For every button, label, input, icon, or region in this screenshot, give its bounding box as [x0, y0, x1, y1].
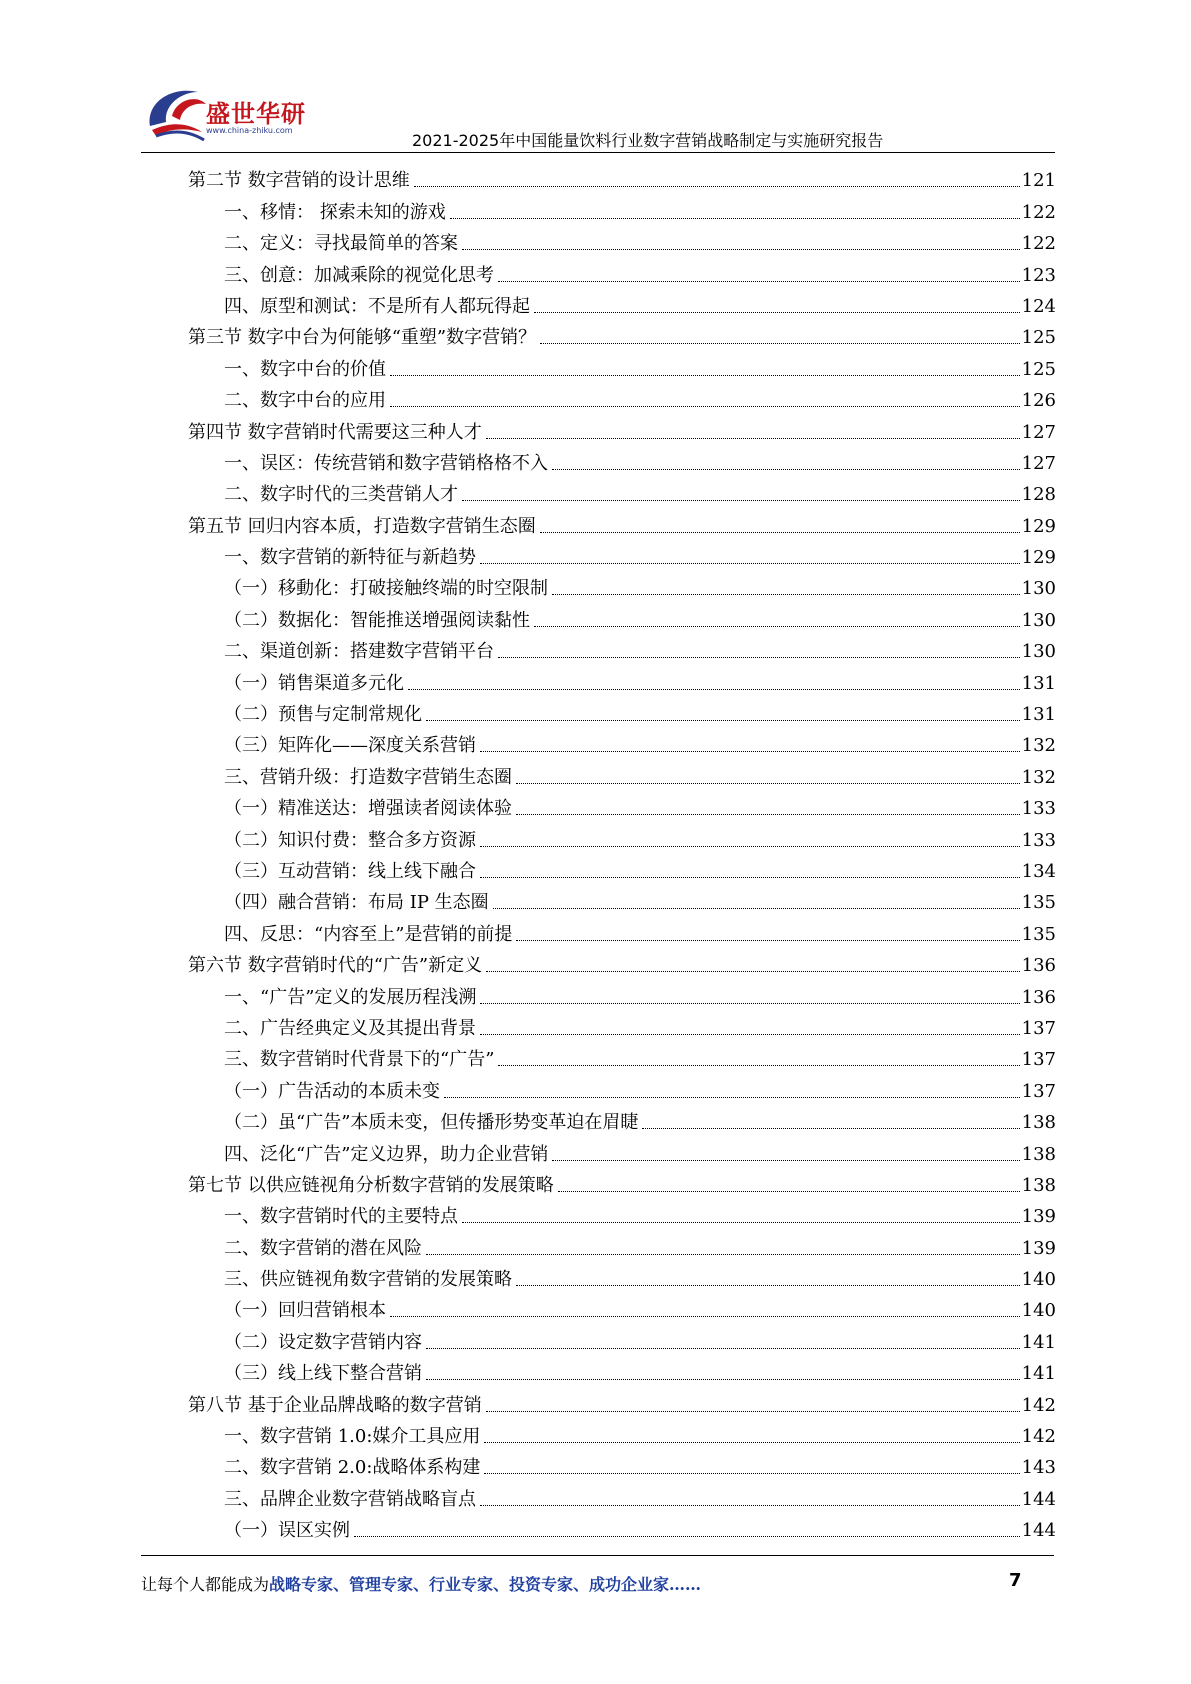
toc-entry[interactable] — [188, 1167, 1056, 1198]
toc-entry-title: 四、反思：“内容至上”是营销的前提 — [224, 923, 513, 945]
footer-divider — [141, 1555, 1054, 1556]
toc-entry-page: 136 — [1021, 986, 1056, 1008]
toc-leader-dots — [462, 248, 1020, 250]
toc-leader-dots — [480, 750, 1020, 752]
toc-entry-page: 135 — [1021, 923, 1056, 945]
toc-leader-dots — [558, 1190, 1020, 1192]
toc-entry-page: 141 — [1021, 1363, 1056, 1385]
toc-leader-dots — [534, 311, 1020, 313]
toc-entry-title: （一）广告活动的本质未变 — [224, 1080, 440, 1102]
toc-entry[interactable] — [188, 696, 1056, 727]
toc-entry-title: 二、渠道创新：搭建数字营销平台 — [224, 641, 494, 663]
toc-entry-title: 三、营销升级：打造数字营销生态圈 — [224, 766, 512, 788]
toc-entry-title: 第七节 以供应链视角分析数字营销的发展策略 — [188, 1174, 554, 1196]
logo-name: 盛世华研 — [206, 100, 306, 128]
toc-entry-page: 124 — [1021, 295, 1056, 317]
toc-entry-page: 137 — [1021, 1017, 1056, 1039]
toc-entry-title: 第二节 数字营销的设计思维 — [188, 170, 410, 192]
toc-leader-dots — [486, 1410, 1020, 1412]
toc-leader-dots — [426, 1378, 1020, 1380]
toc-leader-dots — [552, 1159, 1019, 1161]
toc-entry[interactable] — [188, 225, 1056, 256]
toc-entry[interactable] — [188, 1449, 1056, 1480]
toc-leader-dots — [498, 1064, 1019, 1066]
toc-entry-title: 二、数字时代的三类营销人才 — [224, 484, 458, 506]
toc-entry-page: 133 — [1021, 798, 1056, 820]
toc-entry-page: 144 — [1021, 1520, 1056, 1542]
toc-leader-dots — [462, 499, 1020, 501]
toc-entry-title: 三、数字营销时代背景下的“广告” — [224, 1049, 495, 1071]
toc-entry-title: （二）数据化：智能推送增强阅读黏性 — [224, 609, 530, 631]
toc-entry-page: 134 — [1021, 860, 1056, 882]
toc-entry-page: 122 — [1021, 201, 1056, 223]
toc-leader-dots — [484, 1472, 1019, 1474]
toc-leader-dots — [486, 437, 1020, 439]
toc-entry[interactable] — [188, 539, 1056, 570]
toc-leader-dots — [552, 593, 1020, 595]
toc-entry-title: （二）知识付费：整合多方资源 — [224, 829, 476, 851]
toc-entry-title: 一、数字中台的价值 — [224, 358, 386, 380]
toc-entry[interactable] — [188, 350, 1056, 381]
toc-entry[interactable] — [188, 1512, 1056, 1543]
toc-entry-page: 136 — [1021, 955, 1056, 977]
toc-leader-dots — [516, 782, 1020, 784]
toc-entry[interactable] — [188, 1135, 1056, 1166]
toc-entry-title: 一、误区：传统营销和数字营销格格不入 — [224, 452, 548, 474]
toc-leader-dots — [414, 185, 1020, 187]
toc-leader-dots — [354, 1535, 1020, 1537]
toc-entry[interactable] — [188, 476, 1056, 507]
toc-entry[interactable] — [188, 1261, 1056, 1292]
toc-entry[interactable] — [188, 601, 1056, 632]
toc-entry[interactable] — [188, 727, 1056, 758]
toc-entry-page: 130 — [1021, 578, 1056, 600]
toc-entry-title: 第八节 基于企业品牌战略的数字营销 — [188, 1394, 482, 1416]
toc-entry-page: 129 — [1021, 515, 1056, 537]
toc-entry[interactable] — [188, 1355, 1056, 1386]
toc-entry[interactable] — [188, 947, 1056, 978]
toc-entry[interactable] — [188, 1229, 1056, 1260]
toc-leader-dots — [516, 1284, 1020, 1286]
toc-entry-title: （三）线上线下整合营销 — [224, 1363, 422, 1385]
toc-entry-page: 133 — [1021, 829, 1056, 851]
toc-entry-page: 130 — [1021, 609, 1056, 631]
toc-entry-page: 138 — [1021, 1174, 1056, 1196]
toc-entry[interactable] — [188, 821, 1056, 852]
toc-entry-title: 二、广告经典定义及其提出背景 — [224, 1017, 476, 1039]
toc-entry-title: （三）矩阵化——深度关系营销 — [224, 735, 476, 757]
toc-entry-page: 121 — [1021, 170, 1056, 192]
toc-leader-dots — [484, 1441, 1019, 1443]
toc-entry-page: 130 — [1021, 641, 1056, 663]
toc-entry-page: 122 — [1021, 233, 1056, 255]
toc-entry-title: （一）误区实例 — [224, 1520, 350, 1542]
toc-entry[interactable] — [188, 288, 1056, 319]
toc-entry[interactable] — [188, 319, 1056, 350]
toc-entry-title: 第四节 数字营销时代需要这三种人才 — [188, 421, 482, 443]
toc-leader-dots — [426, 1253, 1020, 1255]
toc-leader-dots — [390, 1315, 1020, 1317]
toc-entry-page: 135 — [1021, 892, 1056, 914]
toc-entry[interactable] — [188, 1198, 1056, 1229]
report-title: 2021-2025年中国能量饮料行业数字营销战略制定与实施研究报告 — [412, 131, 884, 150]
toc-entry[interactable] — [188, 162, 1056, 193]
toc-entry-title: （二）预售与定制常规化 — [224, 704, 422, 726]
toc-entry[interactable] — [188, 853, 1056, 884]
toc-entry-page: 138 — [1021, 1143, 1056, 1165]
toc-leader-dots — [642, 1127, 1019, 1129]
toc-entry-title: 第三节 数字中台为何能够“重塑”数字营销？ — [188, 327, 537, 349]
toc-entry-page: 144 — [1021, 1488, 1056, 1510]
toc-entry-page: 127 — [1021, 452, 1056, 474]
toc-leader-dots — [462, 1221, 1020, 1223]
toc-entry[interactable] — [188, 570, 1056, 601]
toc-entry[interactable] — [188, 1041, 1056, 1072]
toc-entry[interactable] — [188, 413, 1056, 444]
toc-leader-dots — [450, 217, 1020, 219]
toc-entry[interactable] — [188, 978, 1056, 1009]
toc-entry-title: 四、泛化“广告”定义边界，助力企业营销 — [224, 1143, 549, 1165]
toc-entry[interactable] — [188, 1418, 1056, 1449]
toc-leader-dots — [480, 1033, 1020, 1035]
toc-entry-title: 二、数字营销 2.0:战略体系构建 — [224, 1457, 481, 1479]
logo-url: www.china-zhiku.com — [206, 126, 293, 135]
toc-entry-page: 125 — [1021, 358, 1056, 380]
toc-entry[interactable] — [188, 758, 1056, 789]
toc-entry-page: 125 — [1021, 327, 1056, 349]
page-number: 7 — [1009, 1570, 1022, 1591]
toc-leader-dots — [480, 1504, 1020, 1506]
footer-slogan-prefix: 让每个人都能成为 — [141, 1575, 270, 1594]
toc-entry[interactable] — [188, 790, 1056, 821]
toc-leader-dots — [516, 939, 1019, 941]
toc-entry[interactable] — [188, 193, 1056, 224]
toc-entry[interactable] — [188, 664, 1056, 695]
toc-entry-page: 142 — [1021, 1394, 1056, 1416]
toc-entry-page: 140 — [1021, 1300, 1056, 1322]
toc-entry-title: （二）设定数字营销内容 — [224, 1331, 422, 1353]
toc-entry[interactable] — [188, 382, 1056, 413]
toc-entry[interactable] — [188, 1072, 1056, 1103]
toc-entry-title: 二、数字营销的潜在风险 — [224, 1237, 422, 1259]
toc-entry-title: 第六节 数字营销时代的“广告”新定义 — [188, 955, 483, 977]
toc-entry-page: 137 — [1021, 1049, 1056, 1071]
toc-entry-title: （一）销售渠道多元化 — [224, 672, 404, 694]
toc-entry[interactable] — [188, 445, 1056, 476]
toc-leader-dots — [390, 405, 1020, 407]
toc-entry-title: 一、移情： 探索未知的游戏 — [224, 201, 446, 223]
toc-entry-page: 142 — [1021, 1426, 1056, 1448]
toc-entry-page: 138 — [1021, 1112, 1056, 1134]
toc-entry[interactable] — [188, 915, 1056, 946]
toc-entry-page: 131 — [1021, 704, 1056, 726]
toc-leader-dots — [480, 845, 1020, 847]
toc-leader-dots — [426, 719, 1020, 721]
toc-entry-title: 一、数字营销时代的主要特点 — [224, 1206, 458, 1228]
toc-entry-page: 139 — [1021, 1206, 1056, 1228]
toc-entry-page: 132 — [1021, 735, 1056, 757]
toc-entry-title: 四、原型和测试：不是所有人都玩得起 — [224, 295, 530, 317]
toc-entry-title: 一、“广告”定义的发展历程浅溯 — [224, 986, 477, 1008]
toc-entry[interactable] — [188, 1292, 1056, 1323]
toc-leader-dots — [480, 562, 1020, 564]
toc-entry-page: 123 — [1021, 264, 1056, 286]
toc-entry-page: 129 — [1021, 547, 1056, 569]
toc-entry[interactable] — [188, 507, 1056, 538]
toc-entry-title: （一）精准送达：增强读者阅读体验 — [224, 798, 512, 820]
toc-entry-page: 141 — [1021, 1331, 1056, 1353]
toc-entry-title: 三、供应链视角数字营销的发展策略 — [224, 1269, 512, 1291]
toc-entry[interactable] — [188, 1323, 1056, 1354]
toc-leader-dots — [540, 342, 1020, 344]
toc-entry-page: 137 — [1021, 1080, 1056, 1102]
toc-leader-dots — [480, 876, 1020, 878]
toc-leader-dots — [444, 1096, 1020, 1098]
toc-entry-page: 132 — [1021, 766, 1056, 788]
toc-entry-title: （一）移動化：打破接触终端的时空限制 — [224, 578, 548, 600]
toc-entry-page: 128 — [1021, 484, 1056, 506]
toc-leader-dots — [498, 656, 1020, 658]
toc-entry-title: 一、数字营销 1.0:媒介工具应用 — [224, 1426, 481, 1448]
toc-entry-title: （四）融合营销：布局 IP 生态圈 — [224, 892, 489, 914]
toc-leader-dots — [480, 1002, 1019, 1004]
toc-leader-dots — [552, 468, 1020, 470]
toc-entry-title: 三、品牌企业数字营销战略盲点 — [224, 1488, 476, 1510]
toc-entry-title: 一、数字营销的新特征与新趋势 — [224, 547, 476, 569]
toc-entry[interactable] — [188, 1104, 1056, 1135]
toc-entry-page: 127 — [1021, 421, 1056, 443]
toc-entry[interactable] — [188, 1010, 1056, 1041]
toc-leader-dots — [493, 907, 1020, 909]
toc-entry[interactable] — [188, 884, 1056, 915]
toc-entry-page: 139 — [1021, 1237, 1056, 1259]
footer-slogan — [141, 1572, 701, 1595]
footer-slogan-highlight: 战略专家、管理专家、行业专家、投资专家、成功企业家…… — [269, 1575, 702, 1594]
toc-entry-title: 二、数字中台的应用 — [224, 390, 386, 412]
toc-entry[interactable] — [188, 633, 1056, 664]
toc-leader-dots — [426, 1347, 1020, 1349]
toc-entry-page: 143 — [1021, 1457, 1056, 1479]
toc-entry-title: 三、创意：加减乘除的视觉化思考 — [224, 264, 494, 286]
toc-leader-dots — [534, 625, 1020, 627]
toc-entry-title: 第五节 回归内容本质，打造数字营销生态圈 — [188, 515, 536, 537]
toc-leader-dots — [486, 970, 1020, 972]
toc-entry[interactable] — [188, 1480, 1056, 1511]
toc-entry-title: 二、定义：寻找最简单的答案 — [224, 233, 458, 255]
toc-entry-title: （一）回归营销根本 — [224, 1300, 386, 1322]
toc-leader-dots — [408, 688, 1020, 690]
header-divider — [141, 152, 1055, 153]
toc-leader-dots — [390, 374, 1020, 376]
toc-entry-title: （三）互动营销：线上线下融合 — [224, 860, 476, 882]
toc-entry-page: 131 — [1021, 672, 1056, 694]
toc-leader-dots — [516, 813, 1020, 815]
toc-entry-page: 126 — [1021, 390, 1056, 412]
table-of-contents — [188, 162, 1056, 1543]
toc-entry-page: 140 — [1021, 1269, 1056, 1291]
toc-leader-dots — [540, 531, 1020, 533]
page-header — [0, 0, 1191, 150]
toc-entry[interactable] — [188, 256, 1056, 287]
toc-entry-title: （二）虽“广告”本质未变，但传播形势变革迫在眉睫 — [224, 1112, 639, 1134]
toc-entry[interactable] — [188, 1386, 1056, 1417]
toc-leader-dots — [498, 280, 1020, 282]
